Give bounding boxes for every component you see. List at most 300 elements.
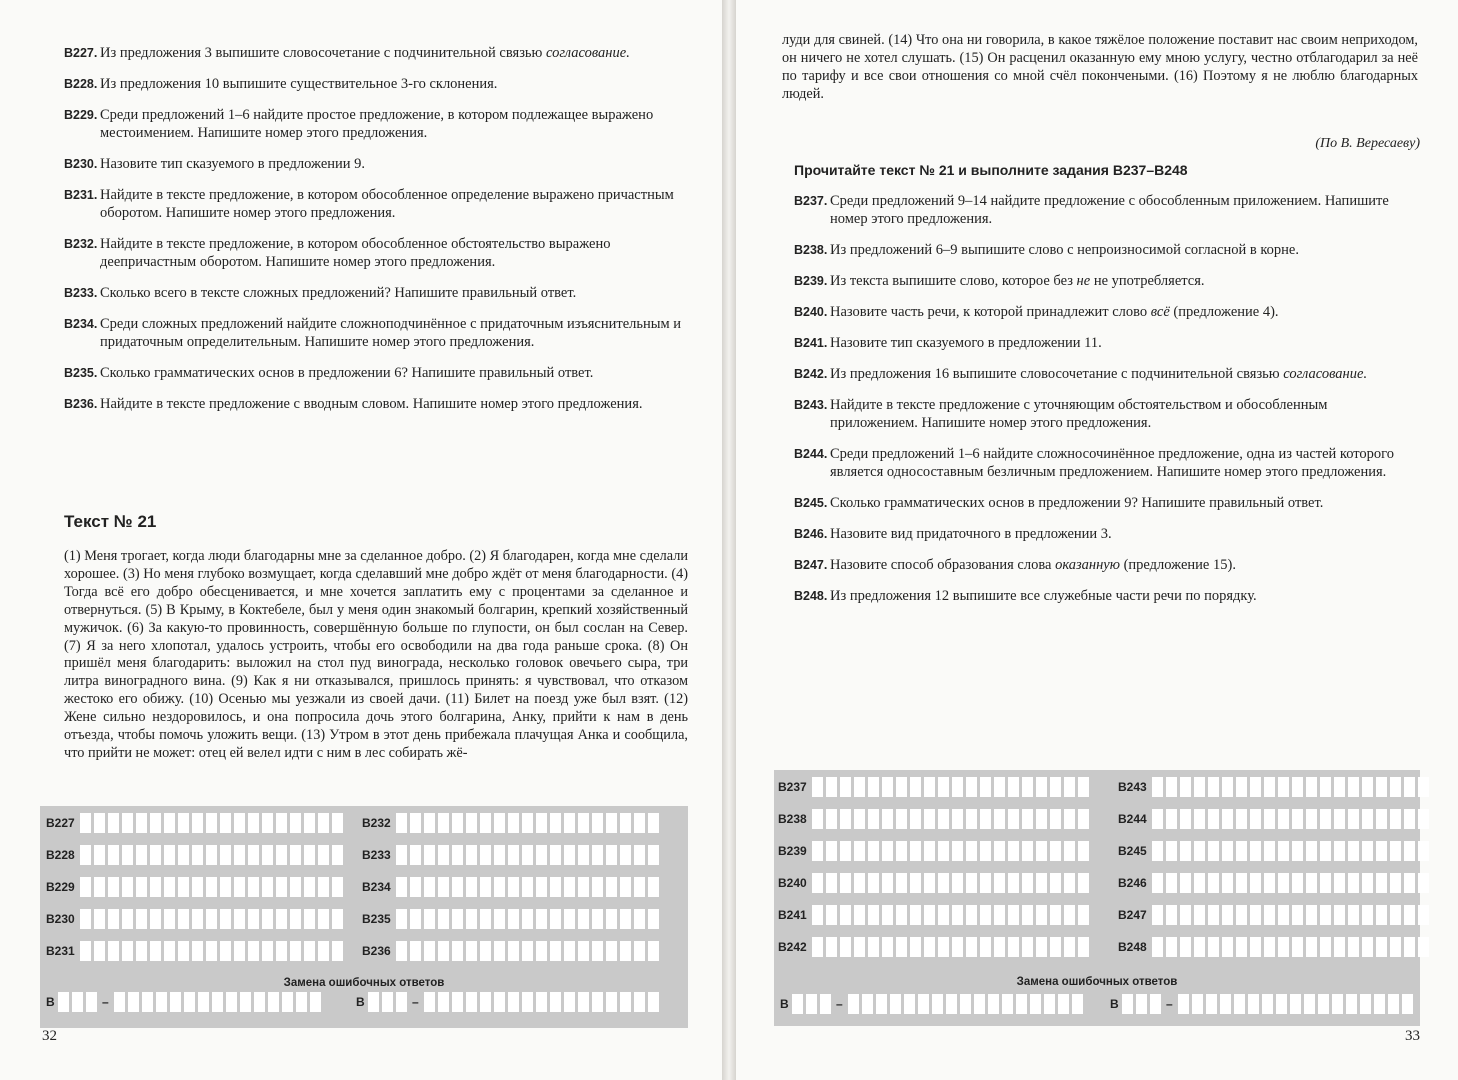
answer-cell[interactable] bbox=[156, 992, 167, 1012]
answer-cell[interactable] bbox=[494, 992, 505, 1012]
answer-cell[interactable] bbox=[108, 845, 119, 865]
answer-cell[interactable] bbox=[304, 941, 315, 961]
answer-cell[interactable] bbox=[240, 992, 251, 1012]
answer-cell[interactable] bbox=[234, 877, 245, 897]
answer-cell[interactable] bbox=[1390, 777, 1401, 797]
answer-cell[interactable] bbox=[620, 909, 631, 929]
answer-cell[interactable] bbox=[536, 909, 547, 929]
answer-cell[interactable] bbox=[310, 992, 321, 1012]
answer-cell[interactable] bbox=[164, 813, 175, 833]
answer-cell[interactable] bbox=[452, 813, 463, 833]
answer-cell[interactable] bbox=[1262, 994, 1273, 1014]
answer-cell[interactable] bbox=[494, 941, 505, 961]
answer-cell[interactable] bbox=[840, 777, 851, 797]
answer-cell[interactable] bbox=[480, 992, 491, 1012]
answer-cell[interactable] bbox=[812, 873, 823, 893]
answer-cell[interactable] bbox=[1250, 873, 1261, 893]
answer-cell[interactable] bbox=[840, 809, 851, 829]
answer-cell[interactable] bbox=[304, 845, 315, 865]
answer-cell[interactable] bbox=[848, 994, 859, 1014]
answer-cell[interactable] bbox=[170, 992, 181, 1012]
answer-cell[interactable] bbox=[122, 941, 133, 961]
answer-cell[interactable] bbox=[1320, 841, 1331, 861]
answer-cell[interactable] bbox=[108, 941, 119, 961]
answer-cell[interactable] bbox=[1334, 937, 1345, 957]
answer-cell[interactable] bbox=[1078, 905, 1089, 925]
answer-cell[interactable] bbox=[296, 992, 307, 1012]
answer-cell[interactable] bbox=[494, 909, 505, 929]
answer-cell[interactable] bbox=[1008, 873, 1019, 893]
answer-cell[interactable] bbox=[564, 877, 575, 897]
answer-cells[interactable] bbox=[80, 941, 343, 961]
answer-cell[interactable] bbox=[1178, 994, 1189, 1014]
answer-cells[interactable] bbox=[1152, 937, 1429, 957]
answer-cell[interactable] bbox=[184, 992, 195, 1012]
answer-cell[interactable] bbox=[1264, 937, 1275, 957]
answer-cell[interactable] bbox=[262, 909, 273, 929]
answer-cell[interactable] bbox=[1180, 873, 1191, 893]
answer-cell[interactable] bbox=[1348, 809, 1359, 829]
answer-cell[interactable] bbox=[1002, 994, 1013, 1014]
answer-cell[interactable] bbox=[620, 877, 631, 897]
answer-cell[interactable] bbox=[1376, 937, 1387, 957]
answer-cell[interactable] bbox=[508, 877, 519, 897]
answer-cell[interactable] bbox=[452, 845, 463, 865]
answer-cell[interactable] bbox=[522, 992, 533, 1012]
answer-cell[interactable] bbox=[578, 909, 589, 929]
answer-cell[interactable] bbox=[1318, 994, 1329, 1014]
answer-cell[interactable] bbox=[1072, 994, 1083, 1014]
answer-cell[interactable] bbox=[606, 813, 617, 833]
answer-cell[interactable] bbox=[1152, 873, 1163, 893]
answer-cell[interactable] bbox=[72, 992, 83, 1012]
answer-cell[interactable] bbox=[1250, 777, 1261, 797]
answer-cell[interactable] bbox=[466, 813, 477, 833]
answer-cell[interactable] bbox=[634, 909, 645, 929]
answer-cells[interactable] bbox=[80, 877, 343, 897]
answer-cell[interactable] bbox=[634, 941, 645, 961]
answer-cell[interactable] bbox=[150, 941, 161, 961]
answer-cell[interactable] bbox=[1194, 937, 1205, 957]
answer-cell[interactable] bbox=[882, 809, 893, 829]
answer-cell[interactable] bbox=[1180, 841, 1191, 861]
answer-cell[interactable] bbox=[1194, 905, 1205, 925]
answer-cell[interactable] bbox=[1404, 809, 1415, 829]
answer-cells[interactable] bbox=[812, 809, 1089, 829]
answer-cell[interactable] bbox=[164, 941, 175, 961]
answer-cell[interactable] bbox=[1036, 905, 1047, 925]
answer-cell[interactable] bbox=[966, 873, 977, 893]
answer-cell[interactable] bbox=[854, 777, 865, 797]
answer-cell[interactable] bbox=[994, 841, 1005, 861]
answer-cell[interactable] bbox=[262, 813, 273, 833]
answer-cell[interactable] bbox=[1290, 994, 1301, 1014]
answer-cell[interactable] bbox=[1404, 777, 1415, 797]
answer-cell[interactable] bbox=[868, 777, 879, 797]
repl-cells[interactable] bbox=[848, 994, 1083, 1014]
answer-cell[interactable] bbox=[946, 994, 957, 1014]
answer-cell[interactable] bbox=[1418, 777, 1429, 797]
answer-cell[interactable] bbox=[1008, 841, 1019, 861]
answer-cell[interactable] bbox=[952, 777, 963, 797]
answer-cell[interactable] bbox=[550, 941, 561, 961]
answer-cell[interactable] bbox=[1376, 873, 1387, 893]
answer-cell[interactable] bbox=[1236, 841, 1247, 861]
answer-cell[interactable] bbox=[648, 992, 659, 1012]
answer-cell[interactable] bbox=[980, 905, 991, 925]
answer-cell[interactable] bbox=[1208, 937, 1219, 957]
answer-cell[interactable] bbox=[1264, 873, 1275, 893]
answer-cell[interactable] bbox=[438, 845, 449, 865]
answer-cell[interactable] bbox=[234, 813, 245, 833]
answer-cell[interactable] bbox=[1208, 873, 1219, 893]
answer-cell[interactable] bbox=[1376, 905, 1387, 925]
answer-cell[interactable] bbox=[1222, 809, 1233, 829]
answer-cell[interactable] bbox=[890, 994, 901, 1014]
answer-cell[interactable] bbox=[966, 937, 977, 957]
answer-cell[interactable] bbox=[1208, 905, 1219, 925]
answer-cell[interactable] bbox=[262, 845, 273, 865]
answer-cell[interactable] bbox=[1122, 994, 1133, 1014]
answer-cell[interactable] bbox=[550, 909, 561, 929]
answer-cell[interactable] bbox=[648, 941, 659, 961]
answer-cell[interactable] bbox=[1016, 994, 1027, 1014]
answer-cell[interactable] bbox=[192, 877, 203, 897]
answer-cell[interactable] bbox=[840, 873, 851, 893]
answer-cell[interactable] bbox=[882, 777, 893, 797]
answer-cell[interactable] bbox=[1050, 905, 1061, 925]
answer-cell[interactable] bbox=[812, 809, 823, 829]
answer-cell[interactable] bbox=[94, 877, 105, 897]
answer-cell[interactable] bbox=[882, 873, 893, 893]
answer-cells[interactable] bbox=[396, 813, 659, 833]
answer-cell[interactable] bbox=[1166, 777, 1177, 797]
answer-cell[interactable] bbox=[1332, 994, 1343, 1014]
answer-cell[interactable] bbox=[1152, 905, 1163, 925]
answer-cell[interactable] bbox=[1194, 809, 1205, 829]
answer-cell[interactable] bbox=[592, 845, 603, 865]
answer-cell[interactable] bbox=[212, 992, 223, 1012]
answer-cell[interactable] bbox=[128, 992, 139, 1012]
answer-cell[interactable] bbox=[438, 909, 449, 929]
answer-cell[interactable] bbox=[178, 941, 189, 961]
answer-cell[interactable] bbox=[192, 909, 203, 929]
answer-cell[interactable] bbox=[1362, 841, 1373, 861]
answer-cell[interactable] bbox=[924, 777, 935, 797]
answer-cell[interactable] bbox=[966, 905, 977, 925]
answer-cell[interactable] bbox=[206, 845, 217, 865]
answer-cell[interactable] bbox=[164, 877, 175, 897]
answer-cell[interactable] bbox=[1036, 777, 1047, 797]
answer-cell[interactable] bbox=[1348, 873, 1359, 893]
answer-cell[interactable] bbox=[1404, 841, 1415, 861]
answer-cell[interactable] bbox=[508, 909, 519, 929]
answer-cell[interactable] bbox=[1050, 937, 1061, 957]
answer-cell[interactable] bbox=[988, 994, 999, 1014]
answer-cell[interactable] bbox=[1208, 777, 1219, 797]
answer-cell[interactable] bbox=[206, 877, 217, 897]
answer-cell[interactable] bbox=[980, 809, 991, 829]
answer-cell[interactable] bbox=[178, 877, 189, 897]
answer-cell[interactable] bbox=[578, 877, 589, 897]
answer-cell[interactable] bbox=[1236, 873, 1247, 893]
answer-cell[interactable] bbox=[1222, 873, 1233, 893]
answer-cell[interactable] bbox=[94, 941, 105, 961]
answer-cell[interactable] bbox=[826, 905, 837, 925]
answer-cell[interactable] bbox=[606, 877, 617, 897]
answer-cell[interactable] bbox=[1036, 809, 1047, 829]
answer-cell[interactable] bbox=[410, 941, 421, 961]
answer-cell[interactable] bbox=[910, 937, 921, 957]
answer-cell[interactable] bbox=[150, 845, 161, 865]
answer-cell[interactable] bbox=[80, 941, 91, 961]
answer-cell[interactable] bbox=[1418, 809, 1429, 829]
answer-cell[interactable] bbox=[114, 992, 125, 1012]
answer-cell[interactable] bbox=[1264, 809, 1275, 829]
answer-cell[interactable] bbox=[1236, 937, 1247, 957]
answer-cell[interactable] bbox=[1264, 905, 1275, 925]
answer-cell[interactable] bbox=[368, 992, 379, 1012]
answer-cell[interactable] bbox=[1222, 905, 1233, 925]
answer-cell[interactable] bbox=[1348, 905, 1359, 925]
answer-cells[interactable] bbox=[80, 813, 343, 833]
answer-cell[interactable] bbox=[480, 877, 491, 897]
answer-cell[interactable] bbox=[1304, 994, 1315, 1014]
answer-cell[interactable] bbox=[1418, 873, 1429, 893]
answer-cell[interactable] bbox=[80, 877, 91, 897]
answer-cell[interactable] bbox=[522, 813, 533, 833]
answer-cell[interactable] bbox=[1236, 777, 1247, 797]
answer-cell[interactable] bbox=[304, 813, 315, 833]
answer-cell[interactable] bbox=[1222, 937, 1233, 957]
answer-cell[interactable] bbox=[318, 877, 329, 897]
answer-cell[interactable] bbox=[648, 877, 659, 897]
answer-cell[interactable] bbox=[868, 905, 879, 925]
answer-cell[interactable] bbox=[1404, 905, 1415, 925]
answer-cell[interactable] bbox=[438, 992, 449, 1012]
answer-cell[interactable] bbox=[896, 841, 907, 861]
answer-cell[interactable] bbox=[648, 813, 659, 833]
answer-cell[interactable] bbox=[522, 877, 533, 897]
answer-cell[interactable] bbox=[1206, 994, 1217, 1014]
answer-cell[interactable] bbox=[1376, 777, 1387, 797]
answer-cell[interactable] bbox=[276, 909, 287, 929]
answer-cell[interactable] bbox=[164, 845, 175, 865]
answer-cells[interactable] bbox=[396, 909, 659, 929]
answer-cell[interactable] bbox=[318, 813, 329, 833]
answer-cell[interactable] bbox=[1348, 777, 1359, 797]
answer-cell[interactable] bbox=[606, 941, 617, 961]
answer-cell[interactable] bbox=[592, 992, 603, 1012]
answer-cell[interactable] bbox=[1306, 905, 1317, 925]
answer-cell[interactable] bbox=[854, 937, 865, 957]
answer-cell[interactable] bbox=[648, 845, 659, 865]
answer-cell[interactable] bbox=[1194, 873, 1205, 893]
answer-cell[interactable] bbox=[1180, 777, 1191, 797]
answer-cell[interactable] bbox=[1404, 937, 1415, 957]
answer-cell[interactable] bbox=[508, 941, 519, 961]
answer-cell[interactable] bbox=[1320, 809, 1331, 829]
answer-cell[interactable] bbox=[952, 905, 963, 925]
answer-cell[interactable] bbox=[466, 909, 477, 929]
answer-cells[interactable] bbox=[1152, 809, 1429, 829]
answer-cell[interactable] bbox=[452, 877, 463, 897]
answer-cell[interactable] bbox=[304, 877, 315, 897]
answer-cell[interactable] bbox=[840, 905, 851, 925]
answer-cell[interactable] bbox=[94, 845, 105, 865]
answer-cell[interactable] bbox=[1278, 809, 1289, 829]
answer-cell[interactable] bbox=[522, 941, 533, 961]
answer-cell[interactable] bbox=[620, 845, 631, 865]
answer-cell[interactable] bbox=[1008, 905, 1019, 925]
answer-cell[interactable] bbox=[1306, 937, 1317, 957]
answer-cell[interactable] bbox=[1418, 841, 1429, 861]
answer-cell[interactable] bbox=[480, 845, 491, 865]
answer-cell[interactable] bbox=[854, 809, 865, 829]
answer-cell[interactable] bbox=[938, 841, 949, 861]
answer-cell[interactable] bbox=[290, 813, 301, 833]
answer-cell[interactable] bbox=[806, 994, 817, 1014]
answer-cell[interactable] bbox=[620, 813, 631, 833]
answer-cell[interactable] bbox=[868, 873, 879, 893]
answer-cells[interactable] bbox=[396, 941, 659, 961]
answer-cell[interactable] bbox=[508, 813, 519, 833]
answer-cell[interactable] bbox=[234, 909, 245, 929]
answer-cell[interactable] bbox=[592, 877, 603, 897]
answer-cell[interactable] bbox=[424, 941, 435, 961]
answer-cell[interactable] bbox=[1036, 937, 1047, 957]
answer-cell[interactable] bbox=[1306, 777, 1317, 797]
answer-cell[interactable] bbox=[994, 777, 1005, 797]
answer-cell[interactable] bbox=[1334, 905, 1345, 925]
answer-cell[interactable] bbox=[862, 994, 873, 1014]
answer-cells[interactable] bbox=[396, 877, 659, 897]
answer-cell[interactable] bbox=[424, 909, 435, 929]
answer-cell[interactable] bbox=[826, 937, 837, 957]
answer-cell[interactable] bbox=[94, 813, 105, 833]
answer-cell[interactable] bbox=[396, 845, 407, 865]
answer-cell[interactable] bbox=[108, 909, 119, 929]
answer-cells[interactable] bbox=[1152, 841, 1429, 861]
answer-cell[interactable] bbox=[248, 909, 259, 929]
answer-cell[interactable] bbox=[812, 841, 823, 861]
answer-cell[interactable] bbox=[1022, 777, 1033, 797]
answer-cells[interactable] bbox=[812, 905, 1089, 925]
answer-cell[interactable] bbox=[466, 941, 477, 961]
answer-cell[interactable] bbox=[248, 845, 259, 865]
answer-cell[interactable] bbox=[882, 841, 893, 861]
answer-cell[interactable] bbox=[332, 877, 343, 897]
answer-cell[interactable] bbox=[564, 992, 575, 1012]
answer-cell[interactable] bbox=[578, 845, 589, 865]
answer-cell[interactable] bbox=[1402, 994, 1413, 1014]
answer-cell[interactable] bbox=[1078, 841, 1089, 861]
answer-cell[interactable] bbox=[1334, 777, 1345, 797]
answer-cell[interactable] bbox=[80, 813, 91, 833]
answer-cell[interactable] bbox=[564, 941, 575, 961]
answer-cell[interactable] bbox=[1276, 994, 1287, 1014]
answer-cell[interactable] bbox=[108, 877, 119, 897]
answer-cell[interactable] bbox=[1166, 809, 1177, 829]
answer-cell[interactable] bbox=[290, 941, 301, 961]
answer-cell[interactable] bbox=[1008, 777, 1019, 797]
answer-cell[interactable] bbox=[1166, 937, 1177, 957]
answer-cell[interactable] bbox=[108, 813, 119, 833]
answer-cell[interactable] bbox=[1292, 777, 1303, 797]
answer-cell[interactable] bbox=[578, 813, 589, 833]
answer-cell[interactable] bbox=[466, 992, 477, 1012]
answer-cell[interactable] bbox=[452, 992, 463, 1012]
answer-cell[interactable] bbox=[1194, 841, 1205, 861]
answer-cell[interactable] bbox=[840, 937, 851, 957]
answer-cell[interactable] bbox=[58, 992, 69, 1012]
answer-cell[interactable] bbox=[268, 992, 279, 1012]
answer-cell[interactable] bbox=[508, 992, 519, 1012]
answer-cell[interactable] bbox=[1250, 809, 1261, 829]
answer-cell[interactable] bbox=[550, 992, 561, 1012]
answer-cell[interactable] bbox=[536, 941, 547, 961]
answer-cell[interactable] bbox=[854, 905, 865, 925]
answer-cell[interactable] bbox=[966, 809, 977, 829]
answer-cell[interactable] bbox=[1044, 994, 1055, 1014]
answer-cells[interactable] bbox=[396, 845, 659, 865]
answer-cell[interactable] bbox=[606, 909, 617, 929]
answer-cell[interactable] bbox=[910, 873, 921, 893]
answer-cell[interactable] bbox=[1064, 841, 1075, 861]
answer-cell[interactable] bbox=[1192, 994, 1203, 1014]
answer-cell[interactable] bbox=[896, 905, 907, 925]
answer-cell[interactable] bbox=[1250, 841, 1261, 861]
answer-cell[interactable] bbox=[1022, 873, 1033, 893]
answer-cell[interactable] bbox=[868, 841, 879, 861]
answer-cell[interactable] bbox=[1078, 777, 1089, 797]
answer-cell[interactable] bbox=[192, 941, 203, 961]
answer-cell[interactable] bbox=[1292, 809, 1303, 829]
answer-cells[interactable] bbox=[812, 777, 1089, 797]
answer-cell[interactable] bbox=[812, 905, 823, 925]
answer-cell[interactable] bbox=[1180, 905, 1191, 925]
answer-cell[interactable] bbox=[178, 813, 189, 833]
answer-cell[interactable] bbox=[634, 877, 645, 897]
answer-cell[interactable] bbox=[1036, 841, 1047, 861]
answer-cell[interactable] bbox=[1236, 809, 1247, 829]
answer-cell[interactable] bbox=[966, 777, 977, 797]
answer-cell[interactable] bbox=[1064, 809, 1075, 829]
answer-cell[interactable] bbox=[164, 909, 175, 929]
answer-cell[interactable] bbox=[142, 992, 153, 1012]
answer-cell[interactable] bbox=[1334, 809, 1345, 829]
answer-cell[interactable] bbox=[248, 941, 259, 961]
answer-cell[interactable] bbox=[276, 941, 287, 961]
answer-cell[interactable] bbox=[150, 813, 161, 833]
answer-cell[interactable] bbox=[634, 845, 645, 865]
answer-cell[interactable] bbox=[896, 809, 907, 829]
answer-cell[interactable] bbox=[304, 909, 315, 929]
answer-cell[interactable] bbox=[1008, 809, 1019, 829]
answer-cell[interactable] bbox=[410, 877, 421, 897]
answer-cell[interactable] bbox=[1078, 873, 1089, 893]
answer-cell[interactable] bbox=[1152, 937, 1163, 957]
answer-cell[interactable] bbox=[1362, 873, 1373, 893]
answer-cell[interactable] bbox=[262, 941, 273, 961]
answer-cell[interactable] bbox=[826, 777, 837, 797]
answer-cell[interactable] bbox=[410, 813, 421, 833]
answer-cell[interactable] bbox=[634, 813, 645, 833]
answer-cell[interactable] bbox=[494, 845, 505, 865]
answer-cell[interactable] bbox=[1360, 994, 1371, 1014]
answer-cell[interactable] bbox=[994, 905, 1005, 925]
answer-cell[interactable] bbox=[1064, 873, 1075, 893]
